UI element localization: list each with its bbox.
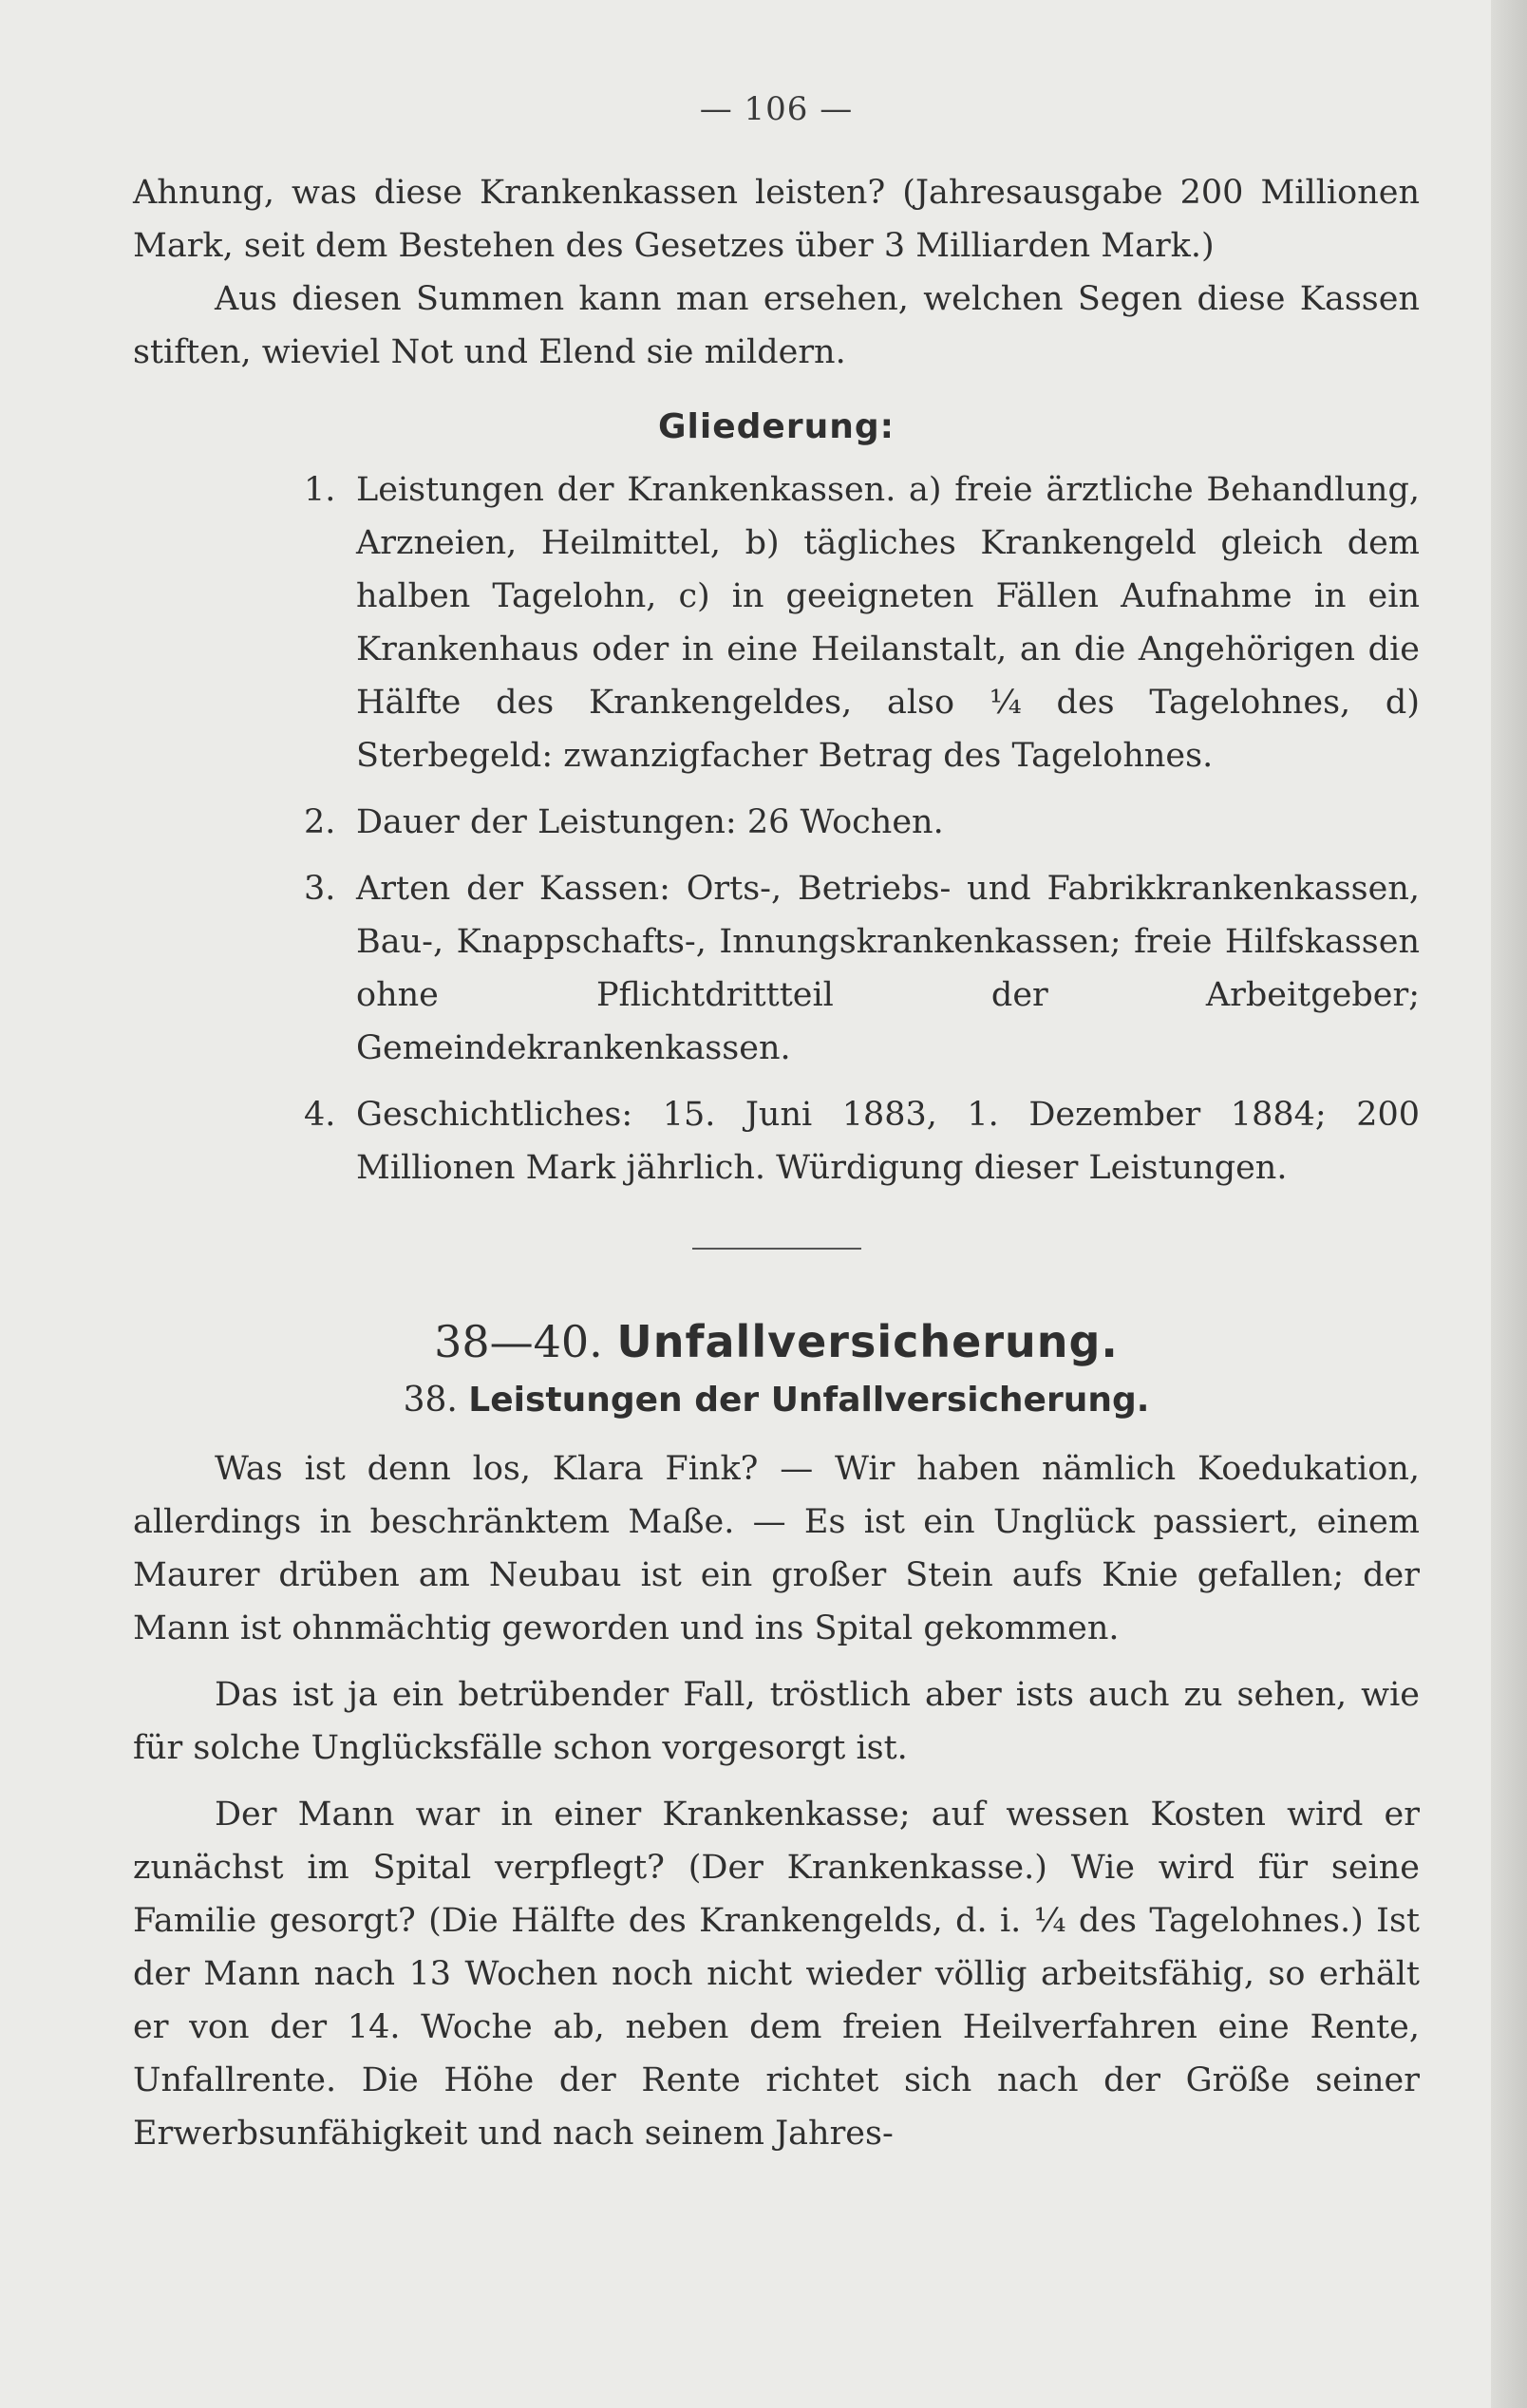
section-number: 38—40. xyxy=(434,1316,603,1367)
page-content xyxy=(133,90,1420,2160)
gliederung-item-number: 1. xyxy=(304,471,336,509)
gliederung-item-text: Leistungen der Krankenkassen. a) freie ärztliche Behandlung, Arzneien, Heilmittel, b) tägliches Krankengeld gleich dem halben Tagelohn, c) in geeigneten Fällen Aufnahme in ein Krankenhaus oder in eine Heilanstalt, an die Angehörigen die Hälfte des Krankengeldes, also ¼ des Tagelohnes, d) Sterbegeld: zwanzigfacher Betrag des Tagelohnes. xyxy=(356,471,1420,775)
intro-paragraph-2: Aus diesen Summen kann man ersehen, welchen Segen diese Kassen stiften, wieviel Not und Elend sie mildern. xyxy=(133,280,1420,371)
subsection-name: Leistungen der Unfallversicherung. xyxy=(468,1381,1150,1420)
gliederung-item-text: Arten der Kassen: Orts-, Betriebs- und Fabrikkrankenkassen, Bau-, Knappschafts-, Innungskrankenkassen; freie Hilfskassen ohne Pflichtdrittteil der Arbeitgeber; Gemeindekrankenkassen. xyxy=(356,870,1420,1067)
gliederung-item-number: 4. xyxy=(304,1096,336,1134)
gliederung-list xyxy=(133,463,1420,1195)
paragraph-spacer xyxy=(133,1775,1420,1788)
page-edge-shadow xyxy=(1491,0,1527,2408)
gliederung-item-text: Geschichtliches: 15. Juni 1883, 1. Dezember 1884; 200 Millionen Mark jährlich. Würdigung dieser Leistungen. xyxy=(356,1096,1420,1187)
gliederung-item xyxy=(133,796,1420,849)
section-name: Unfallversicherung. xyxy=(616,1316,1119,1367)
body-paragraph-2: Das ist ja ein betrübender Fall, tröstlich aber ists auch zu sehen, wie für solche Unglücksfälle schon vorgesorgt ist. xyxy=(133,1676,1420,1767)
gliederung-item-text: Dauer der Leistungen: 26 Wochen. xyxy=(356,803,944,841)
section-title xyxy=(133,1316,1420,1367)
page-number: — 106 — xyxy=(699,90,854,128)
section-divider xyxy=(692,1248,861,1250)
gliederung-item-number: 3. xyxy=(304,870,336,908)
gliederung-item xyxy=(133,862,1420,1075)
intro-paragraph-1: Ahnung, was diese Krankenkassen leisten? (Jahresausgabe 200 Millionen Mark, seit dem Bestehen des Gesetzes über 3 Milliarden Mark.) xyxy=(133,174,1420,265)
gliederung-item-number: 2. xyxy=(304,803,336,841)
body-paragraph-1: Was ist denn los, Klara Fink? — Wir haben nämlich Koedukation, allerdings in beschränktem Maße. — Es ist ein Unglück passiert, einem Maurer drüben am Neubau ist ein großer Stein aufs Knie gefallen; der Mann ist ohnmächtig geworden und ins Spital gekommen. xyxy=(133,1450,1420,1647)
subsection-number: 38. xyxy=(403,1381,458,1420)
paragraph-spacer xyxy=(133,1655,1420,1668)
gliederung-item xyxy=(133,1088,1420,1195)
gliederung-heading: Gliederung: xyxy=(657,407,895,446)
body-paragraph-3: Der Mann war in einer Krankenkasse; auf wessen Kosten wird er zunächst im Spital verpflegt? (Der Krankenkasse.) Wie wird für seine Familie gesorgt? (Die Hälfte des Krankengelds, d. i. ¼ des Tagelohnes.) Ist der Mann nach 13 Wochen noch nicht wieder völlig arbeitsfähig, so erhält er von der 14. Woche ab, neben dem freien Heilverfahren eine Rente, Unfallrente. Die Höhe der Rente richtet sich nach der Größe seiner Erwerbsunfähigkeit und nach seinem Jahres- xyxy=(133,1796,1420,2153)
gliederung-item xyxy=(133,463,1420,782)
subsection-title xyxy=(133,1381,1420,1420)
